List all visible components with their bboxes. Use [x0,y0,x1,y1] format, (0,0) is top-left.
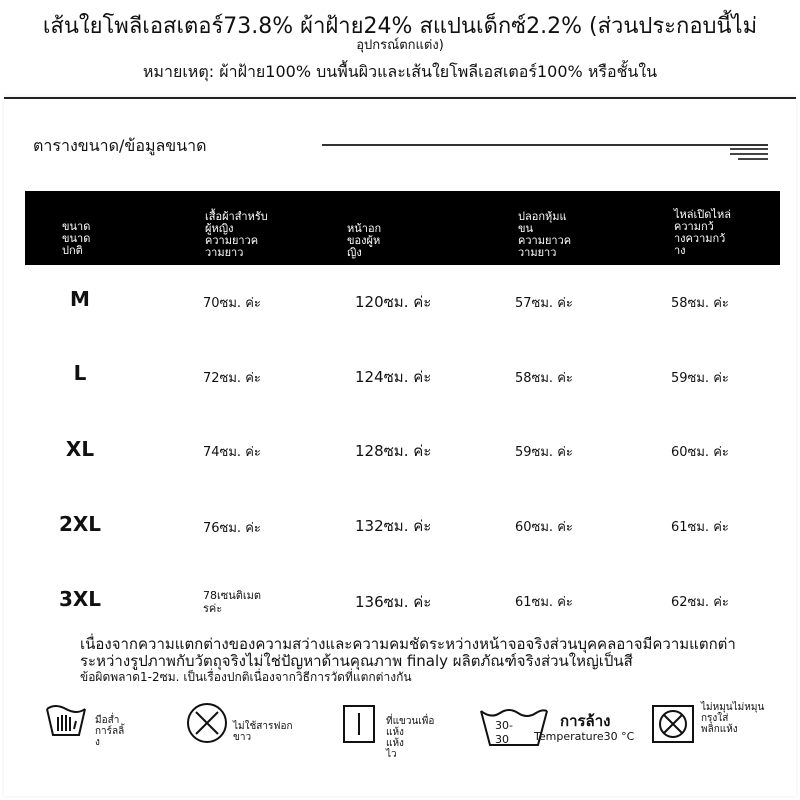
shoulder-cell: 62ซม. ค่ะ [671,595,729,610]
size-label: XL [65,437,95,461]
sleeve-cell: 57ซม. ค่ะ [515,296,573,311]
sleeve-cell: 58ซม. ค่ะ [515,371,573,386]
shoulder-cell: 59ซม. ค่ะ [671,371,729,386]
header-shoulder: ไหล่เปิดไหล่ ความกว้ างความกว้ าง [674,208,731,257]
length-cell: 74ซม. ค่ะ [203,445,261,460]
disclaimer-line-2: ระหว่างรูปภาพกับวัตถุจริงไม่ใช่ปัญหาด้านคุณภาพ finaly ผลิตภัณฑ์จริงส่วนใหญ่เป็นสี [80,652,633,670]
composition-text: เส้นใยโพลีเอสเตอร์73.8% ผ้าฝ้าย24% สแปนเด็กซ์2.2% (ส่วนประกอบนี้ไม่ [42,14,758,39]
no-tumble-dry-icon [651,704,695,748]
header-length: เสื้อผ้าสำหรับ ผู้หญิง ความยาวค วามยาว [205,210,268,259]
size-label: L [73,361,87,385]
shoulder-cell: 58ซม. ค่ะ [671,296,729,311]
wash-temperature: Temperature30 °C [534,730,635,743]
no-tumble-dry-label: ไม่หมุนไม่หมุน กรุงใส่ พลิกแห้ง [701,702,765,735]
composition-subtext: อุปกรณ์ตกแต่ง) [356,38,444,53]
length-cell: 72ซม. ค่ะ [203,371,261,386]
size-label: 3XL [58,587,102,611]
header-bust: หน้าอก ของผู้ห ญิง [347,222,382,259]
length-cell: 76ซม. ค่ะ [203,521,261,536]
hang-dry-icon [342,704,376,748]
hand-wash-label: มือส่ำ การ์ลลิ้ ง [95,715,125,748]
bust-cell: 136ซม. ค่ะ [355,593,432,611]
menu-lines-icon [730,148,768,163]
bust-cell: 128ซม. ค่ะ [355,442,432,460]
size-label: 2XL [58,512,102,536]
measurement-note: ข้อผิดพลาด1-2ซม. เป็นเรื่องปกติเนื่องจากวิธีการวัดที่แตกต่างกัน [80,670,412,684]
wash-30-icon-text: 30- 30 [495,719,513,746]
no-bleach-icon [185,701,229,749]
title-divider [322,144,768,146]
sleeve-cell: 61ซม. ค่ะ [515,595,573,610]
sleeve-cell: 60ซม. ค่ะ [515,520,573,535]
hang-dry-label: ที่แขวนเพื่อ แห้ง แห้ง ไว [386,716,435,760]
size-label: M [70,287,90,311]
length-cell: 78เซนติเมต รค่ะ [203,589,262,615]
remark-text: หมายเหตุ: ผ้าฝ้าย100% บนพื้นผิวและเส้นใยโพลีเอสเตอร์100% หรือชั้นใน [142,62,658,81]
shoulder-cell: 61ซม. ค่ะ [671,520,729,535]
bust-cell: 120ซม. ค่ะ [355,293,432,311]
header-size: ขนาด ขนาด ปกติ [62,220,91,257]
length-cell: 70ซม. ค่ะ [203,296,261,311]
hand-wash-icon [44,703,88,743]
shoulder-cell: 60ซม. ค่ะ [671,445,729,460]
section-title: ตารางขนาด/ข้อมูลขนาด [33,136,207,155]
sleeve-cell: 59ซม. ค่ะ [515,445,573,460]
disclaimer-line-1: เนื่องจากความแตกต่างของความสว่างและความคมชัดระหว่างหน้าจอจริงส่วนบุคคลอาจมีความแตกต่า [80,635,736,653]
bust-cell: 124ซม. ค่ะ [355,368,432,386]
header-sleeve: ปลอกหุ้มแ ขน ความยาวค วามยาว [518,210,572,259]
bust-cell: 132ซม. ค่ะ [355,517,432,535]
wash-title: การล้าง [560,712,611,730]
no-bleach-label: ไม่ใช้สารฟอก ขาว [233,721,293,743]
table-header [25,191,780,265]
disclaimer-note [80,636,736,670]
